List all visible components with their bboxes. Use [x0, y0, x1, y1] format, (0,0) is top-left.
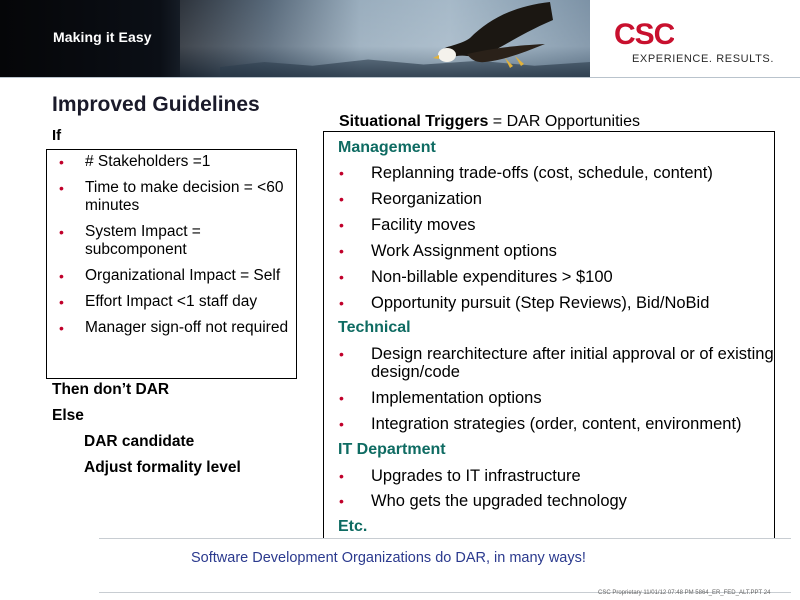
if-label: If: [52, 127, 62, 144]
bullet-icon: •: [339, 295, 344, 311]
svg-text:CSC: CSC: [614, 18, 674, 48]
condition-item: [47, 293, 298, 311]
trigger-text: Replanning trade-offs (cost, schedule, content): [371, 164, 713, 182]
condition-text: Organizational Impact = Self: [85, 267, 281, 284]
trigger-item: [339, 294, 774, 312]
brand-tagline: EXPERIENCE. RESULTS.: [632, 53, 774, 65]
group-heading-technical: Technical: [338, 319, 411, 336]
footer-divider: [99, 538, 791, 539]
else-label: Else: [52, 407, 84, 424]
condition-text: # Stakeholders =1: [85, 153, 211, 170]
triggers-heading-bold: Situational Triggers: [339, 113, 489, 130]
header-divider: [0, 77, 800, 78]
trigger-text: Opportunity pursuit (Step Reviews), Bid/NoBid: [371, 294, 710, 312]
bullet-icon: •: [59, 294, 64, 310]
trigger-text: Who gets the upgraded technology: [371, 492, 627, 510]
trigger-item: [339, 190, 774, 208]
etc-label: Etc.: [338, 518, 368, 535]
trigger-item: [339, 268, 774, 286]
trigger-text: Reorganization: [371, 190, 482, 208]
group-heading-management: Management: [338, 139, 436, 156]
footer-tagline: Software Development Organizations do DAR, in many ways!: [191, 550, 586, 566]
bullet-icon: •: [339, 493, 344, 509]
condition-text: Manager sign-off not required: [85, 319, 289, 336]
triggers-heading-rest: = DAR Opportunities: [488, 113, 640, 130]
condition-item: [47, 267, 298, 285]
trigger-text: Design rearchitecture after initial approval or of existing design/code: [371, 345, 774, 381]
bullet-icon: •: [339, 416, 344, 432]
condition-text: System Impact = subcomponent: [85, 223, 201, 258]
bullet-icon: •: [339, 165, 344, 181]
bullet-icon: •: [339, 217, 344, 233]
trigger-text: Work Assignment options: [371, 242, 557, 260]
condition-text: Time to make decision = <60 minutes: [85, 179, 284, 214]
bullet-icon: •: [339, 269, 344, 285]
trigger-text: Non-billable expenditures > $100: [371, 268, 613, 286]
condition-text: Effort Impact <1 staff day: [85, 293, 258, 310]
group-heading-it-department: IT Department: [338, 441, 446, 458]
trigger-text: Integration strategies (order, content, environment): [371, 415, 742, 433]
conditions-box: [46, 149, 297, 379]
fine-print: CSC Proprietary 11/01/12 07:48 PM 5864_ER_FED_ALT.PPT 24: [598, 590, 771, 596]
trigger-text: Upgrades to IT infrastructure: [371, 467, 581, 485]
trigger-item: [339, 164, 774, 182]
trigger-item: [339, 216, 774, 234]
bullet-icon: •: [339, 243, 344, 259]
trigger-item: [339, 492, 774, 510]
condition-item: [47, 179, 298, 215]
else-item: DAR candidate: [84, 433, 195, 450]
trigger-item: [339, 345, 774, 381]
bullet-icon: •: [59, 180, 64, 196]
slide-title: Improved Guidelines: [52, 93, 260, 116]
trigger-item: [339, 467, 774, 485]
trigger-text: Implementation options: [371, 389, 542, 407]
bullet-icon: •: [339, 468, 344, 484]
trigger-item: [339, 389, 774, 407]
section-title: Making it Easy: [53, 29, 152, 45]
bullet-icon: •: [59, 154, 64, 170]
trigger-text: Facility moves: [371, 216, 476, 234]
trigger-item: [339, 415, 774, 433]
condition-item: [47, 223, 298, 259]
bullet-icon: •: [59, 320, 64, 336]
bullet-icon: •: [59, 224, 64, 240]
bullet-icon: •: [59, 268, 64, 284]
header-banner-image: [0, 0, 590, 77]
else-item: Adjust formality level: [84, 459, 241, 476]
triggers-heading: [339, 113, 640, 131]
then-label: Then don’t DAR: [52, 381, 170, 398]
condition-item: [47, 319, 298, 337]
bullet-icon: •: [339, 346, 344, 362]
bullet-icon: •: [339, 390, 344, 406]
bullet-icon: •: [339, 191, 344, 207]
conditions-list: [47, 153, 298, 345]
eagle-image: [395, 0, 555, 77]
condition-item: [47, 153, 298, 171]
trigger-item: [339, 242, 774, 260]
csc-logo: [614, 18, 674, 48]
slide-header: [0, 0, 800, 77]
